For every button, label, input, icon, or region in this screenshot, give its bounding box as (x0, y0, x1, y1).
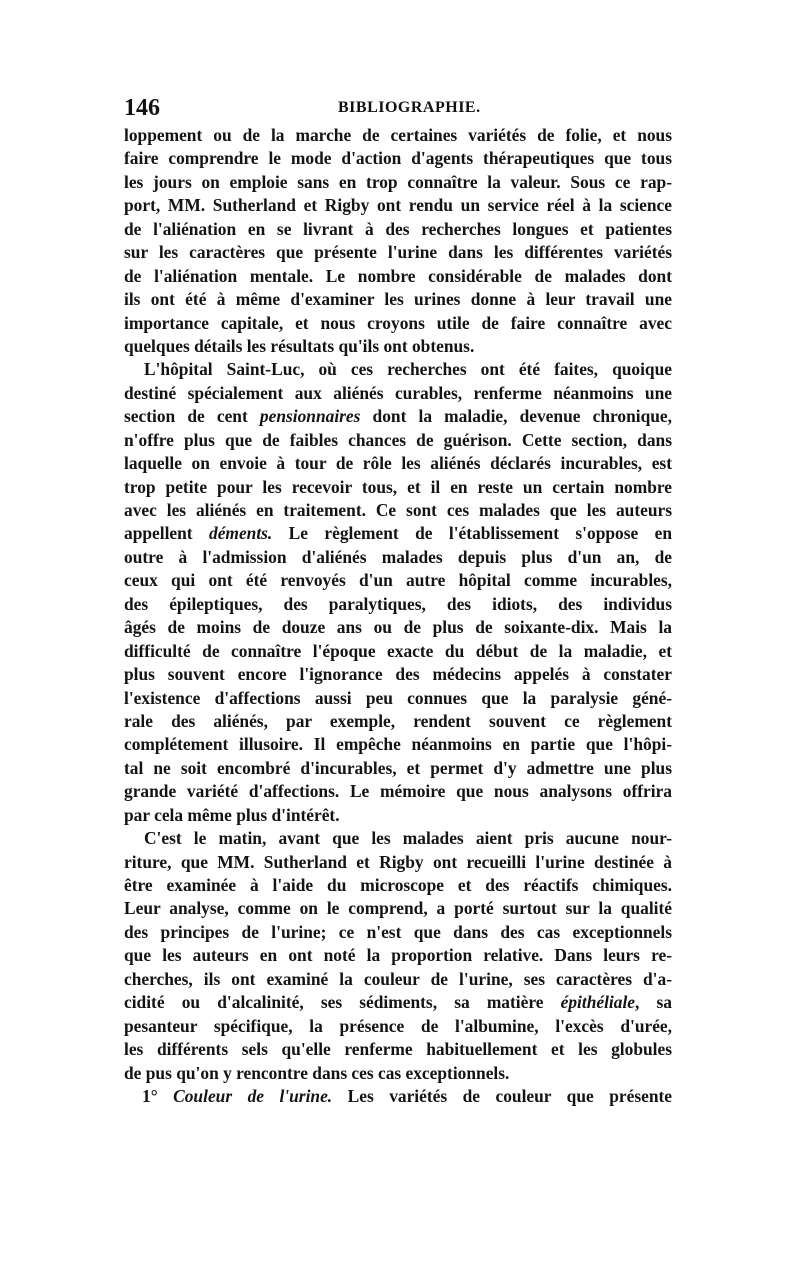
text-line (124, 241, 672, 264)
page-header (124, 96, 670, 120)
line-text: faire comprendre le mode d'action d'agents thérapeutiques que tous (124, 148, 672, 169)
line-text: appellent (124, 523, 209, 544)
text-line (124, 382, 672, 405)
italic-term: pensionnaires (259, 406, 361, 427)
line-text: pesanteur spécifique, la présence de l'albumine, l'excès d'urée, (124, 1015, 672, 1036)
text-line (124, 593, 672, 616)
text-line (124, 147, 672, 170)
line-text: l'existence d'affections aussi peu connues que la paralysie géné- (124, 687, 672, 708)
text-line (124, 171, 672, 194)
line-text: être examinée à l'aide du microscope et des réactifs chimiques. (124, 875, 672, 895)
line-text: les différents sels qu'elle renferme habituellement et les globules (124, 1039, 672, 1060)
line-text: dont la maladie, devenue chronique, (360, 406, 672, 427)
line-text: difficulté de connaître l'époque exacte du début de la maladie, et (124, 640, 672, 661)
line-text: , sa (635, 992, 672, 1013)
text-line (124, 124, 672, 147)
text-line (124, 851, 672, 874)
text-line (124, 757, 672, 780)
line-text: âgés de moins de douze ans ou de plus de soixante-dix. Mais la (124, 617, 672, 638)
body-text (124, 124, 672, 1108)
line-text: cidité ou d'alcalinité, ses sédiments, sa matière (124, 992, 561, 1013)
line-text: Les variétés de couleur que présente (332, 1085, 672, 1106)
text-line (124, 1085, 672, 1108)
line-text: C'est le matin, avant que les malades aient pris aucune nour- (144, 828, 672, 849)
text-line (124, 405, 672, 428)
text-line (124, 194, 672, 217)
line-text: avec les aliénés en traitement. Ce sont ces malades que les auteurs (124, 500, 672, 520)
text-line (124, 640, 672, 663)
line-text: cherches, ils ont examiné la couleur de l'urine, ses caractères d'a- (124, 968, 672, 989)
text-line (124, 358, 672, 381)
text-line (124, 452, 672, 475)
text-line (124, 944, 672, 967)
text-line (124, 616, 672, 639)
line-text: destiné spécialement aux aliénés curables, renferme néanmoins une (124, 382, 672, 403)
line-text: sur les caractères que présente l'urine dans les différentes variétés (124, 242, 672, 263)
line-text: que les auteurs en ont noté la proportion relative. Dans leurs re- (124, 945, 672, 966)
line-text: ceux qui ont été renvoyés d'un autre hôpital comme incurables, (124, 570, 672, 591)
text-line (124, 991, 672, 1014)
text-line (124, 499, 672, 522)
line-text: laquelle on envoie à tour de rôle les aliénés déclarés incurables, est (124, 453, 672, 474)
line-text: grande variété d'affections. Le mémoire que nous analysons offrira (124, 781, 672, 802)
line-text: importance capitale, et nous croyons utile de faire connaître avec (124, 312, 672, 333)
line-text: rale des aliénés, par exemple, rendent souvent ce règlement (124, 710, 672, 731)
text-line (124, 1062, 672, 1085)
text-line (124, 265, 672, 288)
text-line (124, 804, 672, 827)
line-text: Leur analyse, comme on le comprend, a porté surtout sur la qualité (124, 898, 672, 919)
line-text: de l'aliénation en se livrant à des recherches longues et patientes (124, 218, 672, 239)
running-head: BIBLIOGRAPHIE. (338, 99, 481, 116)
line-text: outre à l'admission d'aliénés malades depuis plus d'un an, de (124, 546, 672, 567)
line-text: de pus qu'on y rencontre dans ces cas exceptionnels. (124, 1062, 510, 1083)
text-line (124, 687, 672, 710)
line-text: ils ont été à même d'examiner les urines donne à leur travail une (124, 289, 672, 310)
text-line (124, 312, 672, 335)
text-line (124, 1038, 672, 1061)
line-text: les jours on emploie sans en trop connaître la valeur. Sous ce rap- (124, 171, 672, 192)
line-text: des principes de l'urine; ce n'est que dans des cas exceptionnels (124, 921, 672, 942)
line-text: des épileptiques, des paralytiques, des idiots, des individus (124, 593, 672, 614)
text-line (124, 663, 672, 686)
line-text: complétement illusoire. Il empêche néanmoins en partie que l'hôpi- (124, 734, 672, 755)
text-line (124, 522, 672, 545)
page-number: 146 (124, 95, 160, 121)
line-text: Le règlement de l'établissement s'oppose en (272, 523, 672, 544)
text-line (124, 710, 672, 733)
line-text: n'offre plus que de faibles chances de guérison. Cette section, dans (124, 429, 672, 450)
text-line (124, 476, 672, 499)
line-text: L'hôpital Saint-Luc, où ces recherches ont été faites, quoique (144, 359, 672, 380)
line-text: de l'aliénation mentale. Le nombre considérable de malades dont (124, 265, 672, 286)
text-line (124, 780, 672, 803)
text-line (124, 968, 672, 991)
text-line (124, 1015, 672, 1038)
text-line (124, 897, 672, 920)
text-line (124, 874, 672, 897)
italic-term: déments. (209, 523, 273, 544)
text-line (124, 569, 672, 592)
text-line (124, 218, 672, 241)
line-text: port, MM. Sutherland et Rigby ont rendu un service réel à la science (124, 195, 672, 216)
line-text: 1° (142, 1085, 174, 1106)
line-text: tal ne soit encombré d'incurables, et permet d'y admettre une plus (124, 757, 672, 778)
line-text: loppement ou de la marche de certaines variétés de folie, et nous (124, 125, 672, 145)
text-line (124, 429, 672, 452)
text-line (124, 733, 672, 756)
line-text: par cela même plus d'intérêt. (124, 804, 340, 825)
line-text: section de cent (124, 406, 260, 427)
line-text: trop petite pour les recevoir tous, et il en reste un certain nombre (124, 476, 672, 497)
text-line (124, 546, 672, 569)
text-line (124, 335, 672, 358)
line-text: quelques détails les résultats qu'ils ont obtenus. (124, 335, 475, 356)
text-line (124, 921, 672, 944)
text-line (124, 288, 672, 311)
italic-term: épithéliale (560, 992, 636, 1013)
line-text: riture, que MM. Sutherland et Rigby ont recueilli l'urine destinée à (124, 851, 672, 872)
text-line (124, 827, 672, 850)
italic-term: Couleur de l'urine. (173, 1085, 333, 1106)
line-text: plus souvent encore l'ignorance des médecins appelés à constater (124, 664, 672, 685)
